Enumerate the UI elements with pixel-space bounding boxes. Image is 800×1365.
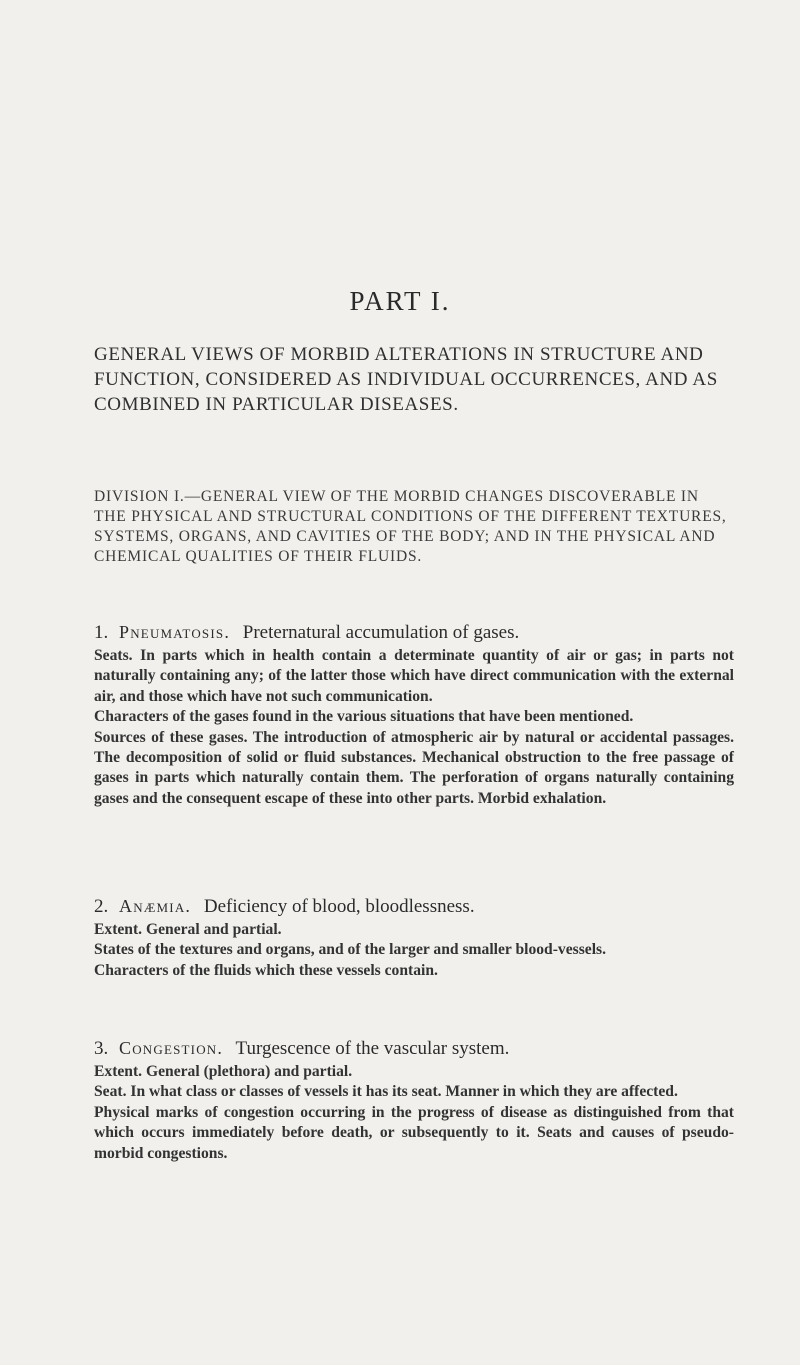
general-heading: GENERAL VIEWS OF MORBID ALTERATIONS IN STRUCTURE AND FUNCTION, CONSIDERED AS INDIVIDUAL OCCURRENCES, AND AS COMBINED IN PARTICULAR DISEASES. xyxy=(94,344,718,415)
paragraph: Seat. In what class or classes of vessels it has its seat. Manner in which they are affected. xyxy=(94,1083,678,1101)
section-heading xyxy=(94,619,734,646)
section-pneumatosis xyxy=(94,619,734,809)
paragraph: Physical marks of congestion occurring in the progress of disease as distinguished from that which occurs immediately before death, or subsequently to it. Seats and causes of pseudo-morbid congestions. xyxy=(94,1103,734,1162)
paragraph: Characters of the gases found in the various situations that have been mentioned. xyxy=(94,708,634,726)
section-heading xyxy=(94,1035,734,1062)
section-name: Anæmia. xyxy=(119,896,192,916)
paragraph: States of the textures and organs, and of the larger and smaller blood-vessels. xyxy=(94,941,606,959)
section-title: Turgescence of the vascular system. xyxy=(235,1038,510,1059)
section-title: Preternatural accumulation of gases. xyxy=(242,622,520,643)
paragraph: Extent. General and partial. xyxy=(94,921,282,938)
paragraph: Characters of the fluids which these vessels contain. xyxy=(94,961,438,979)
section-congestion xyxy=(94,1035,734,1164)
paragraph: Sources of these gases. The introduction of atmospheric air by natural or accidental passages. The decomposition of solid or fluid substances. Mechanical obstruction to the free passage of gases in parts which naturally contain them. The perforation of organs naturally containing gases and the consequent escape of these into other parts. Morbid exhalation. xyxy=(94,728,734,807)
section-anaemia xyxy=(94,893,734,981)
section-title: Deficiency of blood, bloodlessness. xyxy=(203,896,475,917)
section-number: 3. xyxy=(94,1038,109,1059)
section-name: Pneumatosis. xyxy=(119,622,231,642)
section-name: Congestion. xyxy=(119,1038,224,1058)
section-number: 1. xyxy=(94,622,109,643)
paragraph: Extent. General (plethora) and partial. xyxy=(94,1063,353,1080)
paragraph: Seats. In parts which in health contain a determinate quantity of air or gas; in parts not naturally containing any; of the latter those which have direct communication with the external air, and those which have not such communication. xyxy=(94,647,734,705)
division-heading: DIVISION I.—GENERAL VIEW OF THE MORBID CHANGES DISCOVERABLE IN THE PHYSICAL AND STRUCTURAL CONDITIONS OF THE DIFFERENT TEXTURES, SYSTEMS, ORGANS, AND CAVITIES OF THE BODY; AND IN THE PHYSICAL AND CHEMICAL QUALITIES OF THEIR FLUIDS. xyxy=(94,488,727,565)
part-title: PART I. xyxy=(349,286,451,316)
section-heading xyxy=(94,893,734,920)
section-number: 2. xyxy=(94,896,109,917)
